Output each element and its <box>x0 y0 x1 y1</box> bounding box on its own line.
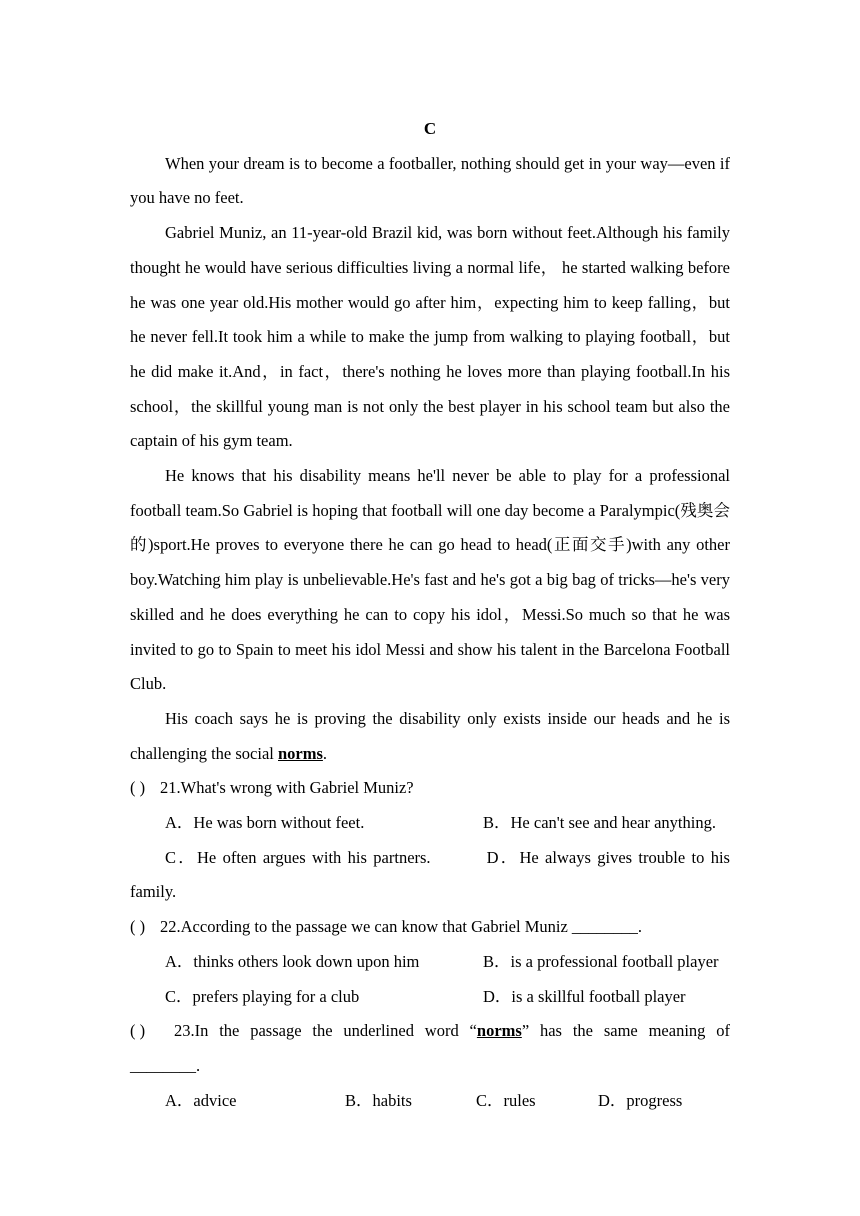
paragraph-4-text: His coach says he is proving the disability only exists inside our heads and he is challenging the social <box>130 708 730 763</box>
paragraph-1: When your dream is to become a footballer, nothing should get in your way—even if you have no feet. <box>130 153 730 208</box>
options-row <box>130 841 730 910</box>
section-title: C <box>423 119 437 138</box>
option-d[interactable]: D．is a skillful football player <box>483 986 686 1006</box>
option-a[interactable]: A．advice <box>165 1090 237 1110</box>
question-stem: 22.According to the passage we can know that Gabriel Muniz ________. <box>160 917 643 937</box>
question-stem-start: 23.In the passage the underlined word “ <box>174 1021 477 1041</box>
option-c[interactable]: C．rules <box>476 1090 536 1110</box>
paragraph-4-end: . <box>322 743 328 763</box>
paragraph-3: He knows that his disability means he'll never be able to play for a professional football team.So Gabriel is hoping that football will one day become a Paralympic(残奥会的)sport.He proves to everyone there he can go head to head(正面交手)with any other boy.Watching him play is unbelievable.He's fast and he's got a big bag of tricks—he's very skilled and he does everything he can to copy his idol，Messi.So much so that he was invited to go to Spain to meet his idol Messi and show his talent in the Barcelona Football Club. <box>130 466 730 694</box>
options-row <box>130 980 730 1015</box>
option-a[interactable]: A．He was born without feet. <box>165 813 365 833</box>
underlined-word: norms <box>278 743 323 763</box>
paragraph-2: Gabriel Muniz, an 11-year-old Brazil kid, was born without feet.Although his family thought he would have serious difficulties living a normal life， he started walking before he was one year old.His mother would go after him，expecting him to keep falling，but he never fell.It took him a while to make the jump from walking to playing football，but he did make it.And，in fact，there's nothing he loves more than playing football.In his school，the skillful young man is not only the best player in his school team but also the captain of his gym team. <box>130 223 730 451</box>
answer-blank[interactable]: ( ) <box>130 778 146 798</box>
question-stem: 21.What's wrong with Gabriel Muniz? <box>160 778 414 798</box>
options-row <box>130 806 730 841</box>
answer-blank[interactable]: ( ) <box>130 917 146 937</box>
document-page <box>130 112 730 1118</box>
underlined-word: norms <box>476 1021 522 1041</box>
question-stem-end: ” has the same meaning of ________. <box>130 1021 730 1075</box>
option-c[interactable]: C．prefers playing for a club <box>165 986 360 1006</box>
option-b[interactable]: B．habits <box>345 1090 412 1110</box>
options-row <box>130 945 730 980</box>
option-d[interactable]: D．He always gives trouble to his family. <box>130 847 730 902</box>
paragraph-4 <box>130 702 730 771</box>
option-c[interactable]: C．He often argues with his partners. <box>165 847 431 867</box>
option-b[interactable]: B．He can't see and hear anything. <box>483 813 716 833</box>
question-22 <box>130 910 730 945</box>
option-b[interactable]: B．is a professional football player <box>483 951 719 971</box>
options-row <box>130 1084 730 1119</box>
option-a[interactable]: A．thinks others look down upon him <box>165 951 420 971</box>
question-21 <box>130 771 730 806</box>
option-d[interactable]: D．progress <box>598 1090 683 1110</box>
question-23 <box>130 1014 730 1083</box>
answer-blank[interactable]: ( ) <box>130 1021 146 1041</box>
